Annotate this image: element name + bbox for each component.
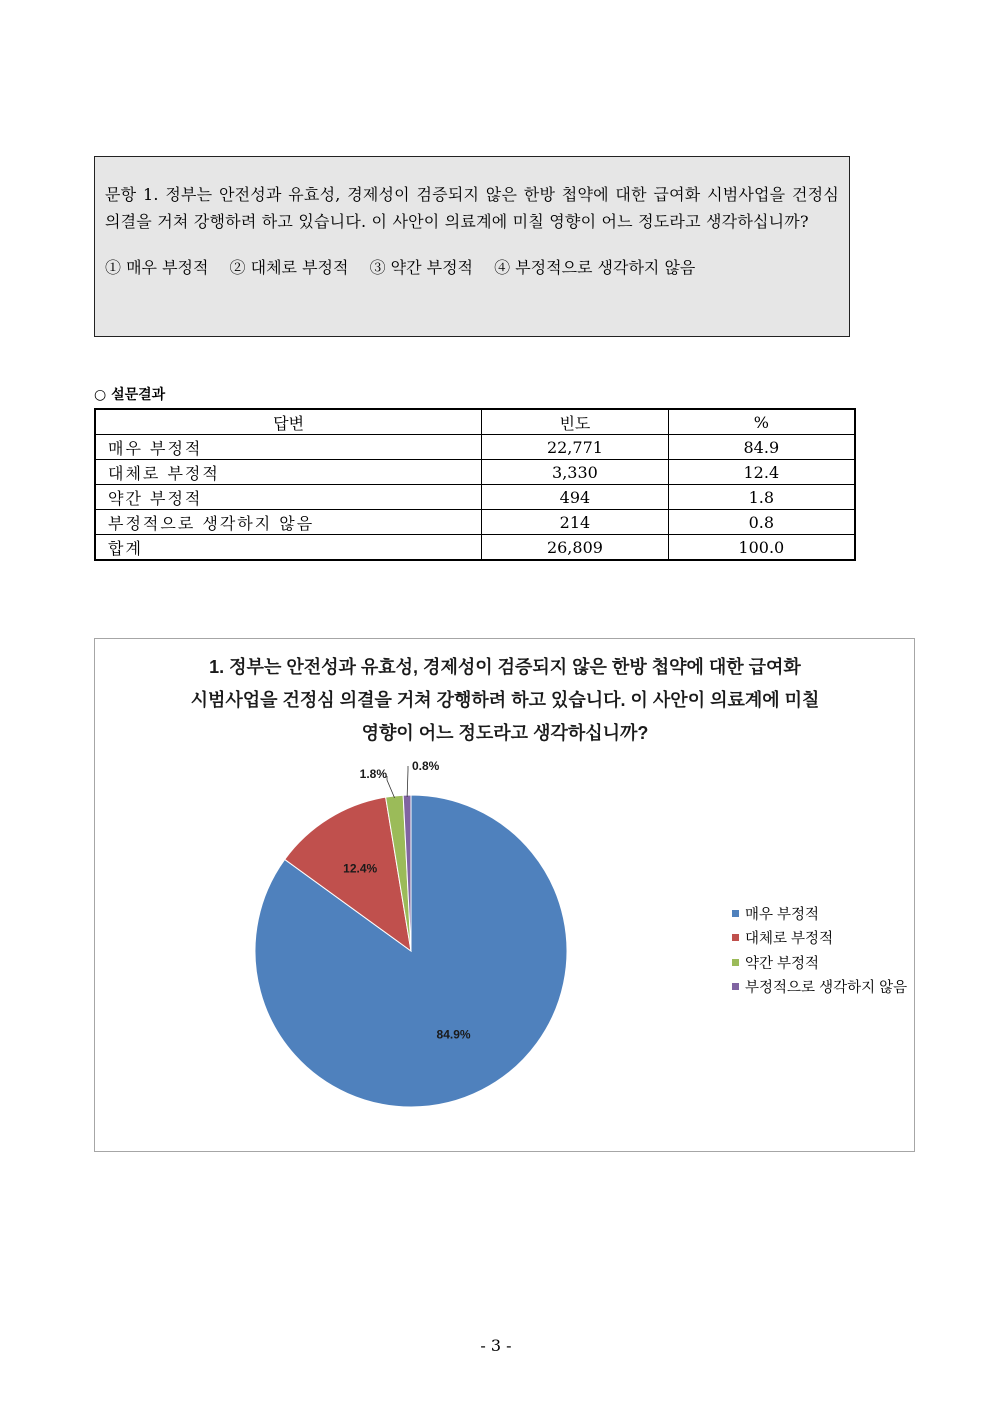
row-answer: 대체로 부정적 [95,460,482,485]
chart-title-line: 영향이 어느 정도라고 생각하십니까? [361,723,649,743]
table-row [95,510,855,535]
legend-label: 부정적으로 생각하지 않음 [745,980,908,997]
header-percent: % [668,409,855,435]
row-percent: 84.9 [668,435,855,460]
chart-title-line: 1. 정부는 안전성과 유효성, 경제성이 검증되지 않은 한방 첩약에 대한 급여화 [209,657,801,677]
option-4: ④ 부정적으로 생각하지 않음 [494,258,696,277]
legend-swatch [732,983,739,990]
legend-item [732,926,907,951]
pie-plot [95,639,914,1151]
option-2: ② 대체로 부정적 [229,258,349,277]
data-label: 1.8% [359,767,387,781]
row-percent: 12.4 [668,460,855,485]
legend-label: 약간 부정적 [745,955,820,972]
page-number: - 3 - [480,1336,512,1355]
row-answer: 합계 [95,535,482,561]
data-label: 84.9% [436,1027,471,1042]
results-table [94,408,856,561]
row-answer: 매우 부정적 [95,435,482,460]
header-answer: 답변 [95,409,482,435]
legend-item [732,975,907,1000]
option-1: ① 매우 부정적 [105,258,209,277]
table-row [95,435,855,460]
data-label: 12.4% [343,861,378,876]
row-frequency: 22,771 [482,435,668,460]
leader-line [407,766,408,797]
chart-legend [732,901,907,999]
question-box [94,156,850,337]
legend-item [732,901,907,926]
row-answer: 부정적으로 생각하지 않음 [95,510,482,535]
header-frequency: 빈도 [482,409,668,435]
table-row [95,460,855,485]
row-frequency: 214 [482,510,668,535]
row-frequency: 26,809 [482,535,668,561]
row-frequency: 3,330 [482,460,668,485]
legend-label: 대체로 부정적 [745,931,834,948]
legend-swatch [732,934,739,941]
row-answer: 약간 부정적 [95,485,482,510]
results-heading: ○ 설문결과 [94,387,166,403]
data-label: 0.8% [412,759,440,773]
row-percent: 100.0 [668,535,855,561]
legend-item [732,950,907,975]
chart-title-line: 시범사업을 건정심 의결을 거쳐 강행하려 하고 있습니다. 이 사안이 의료계에 미칠 [190,690,820,710]
row-frequency: 494 [482,485,668,510]
leader-line [387,776,395,798]
answer-options [105,255,839,278]
row-percent: 0.8 [668,510,855,535]
question-text: 문항 1. 정부는 안전성과 유효성, 경제성이 검증되지 않은 한방 첩약에 대한 급여화 시범사업을 건정심 의결을 거쳐 강행하려 하고 있습니다. 이 사안이 의료계에 미칠 영향이 어느 정도라고 생각하십니까? [105,185,839,231]
row-percent: 1.8 [668,485,855,510]
table-row-total [95,535,855,561]
legend-swatch [732,910,739,917]
option-3: ③ 약간 부정적 [369,258,474,277]
pie-chart [94,638,915,1152]
table-header-row [95,409,855,435]
table-row [95,485,855,510]
legend-label: 매우 부정적 [745,906,820,923]
legend-swatch [732,959,739,966]
